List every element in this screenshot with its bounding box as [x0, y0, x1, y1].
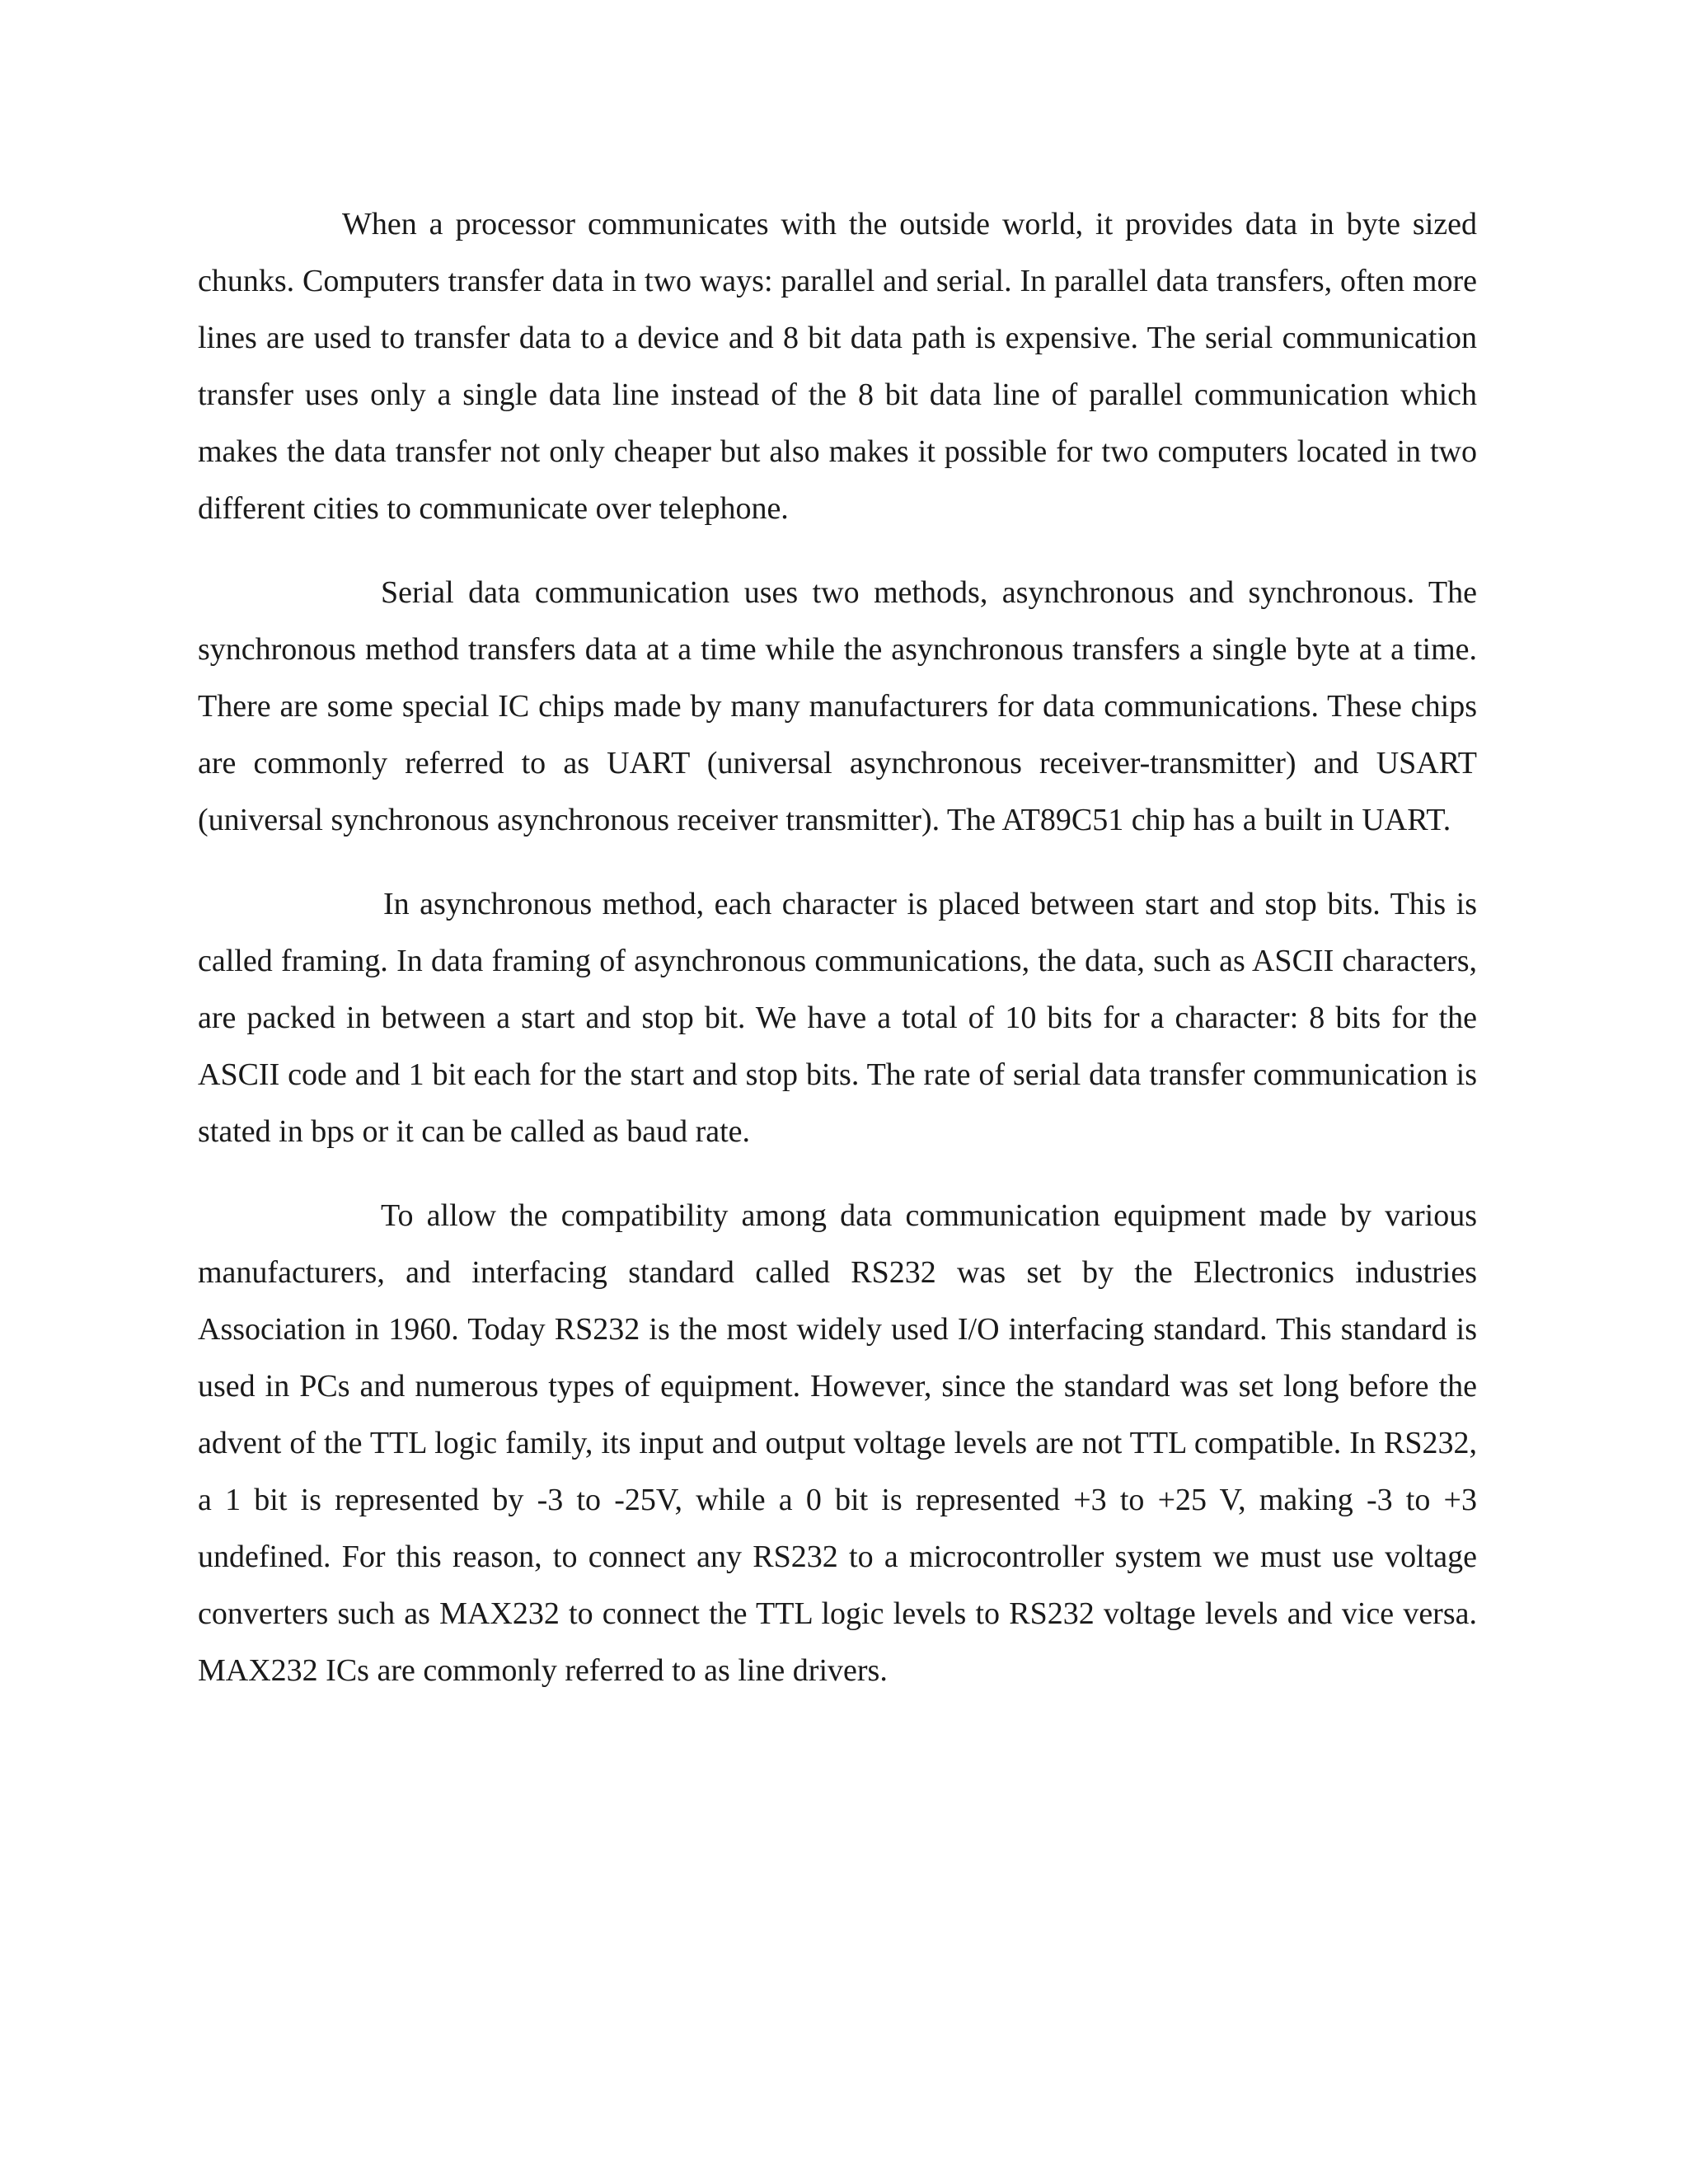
- paragraph-rs232: To allow the compatibility among data communication equipment made by various manufacturers, and interfacing standard called RS232 was set by the Electronics industries Association in 1960. Today RS232 is the most widely used I/O interfacing standard. This standard is used in PCs and numerous types of equipment. However, since the standard was set long before the advent of the TTL logic family, its input and output voltage levels are not TTL compatible. In RS232, a 1 bit is represented by -3 to -25V, while a 0 bit is represented +3 to +25 V, making -3 to +3 undefined. For this reason, to connect any RS232 to a microcontroller system we must use voltage converters such as MAX232 to connect the TTL logic levels to RS232 voltage levels and vice versa. MAX232 ICs are commonly referred to as line drivers.: [198, 1198, 1477, 1688]
- paragraph-serial-methods: Serial data communication uses two methods, asynchronous and synchronous. The synchronous method transfers data at a time while the asynchronous transfers a single byte at a time. There are some special IC chips made by many manufacturers for data communications. These chips are commonly referred to as UART (universal asynchronous receiver-transmitter) and USART (universal synchronous asynchronous receiver transmitter). The AT89C51 chip has a built in UART.: [198, 575, 1477, 837]
- body-text: [198, 196, 1477, 1727]
- paragraph-framing: In asynchronous method, each character is placed between start and stop bits. This is called framing. In data framing of asynchronous communications, the data, such as ASCII characters, are packed in between a start and stop bit. We have a total of 10 bits for a character: 8 bits for the ASCII code and 1 bit each for the start and stop bits. The rate of serial data transfer communication is stated in bps or it can be called as baud rate.: [198, 887, 1477, 1149]
- paragraph-parallel-serial: When a processor communicates with the outside world, it provides data in byte sized chunks. Computers transfer data in two ways: parallel and serial. In parallel data transfers, often more lines are used to transfer data to a device and 8 bit data path is expensive. The serial communication transfer uses only a single data line instead of the 8 bit data line of parallel communication which makes the data transfer not only cheaper but also makes it possible for two computers located in two different cities to communicate over telephone.: [198, 207, 1477, 526]
